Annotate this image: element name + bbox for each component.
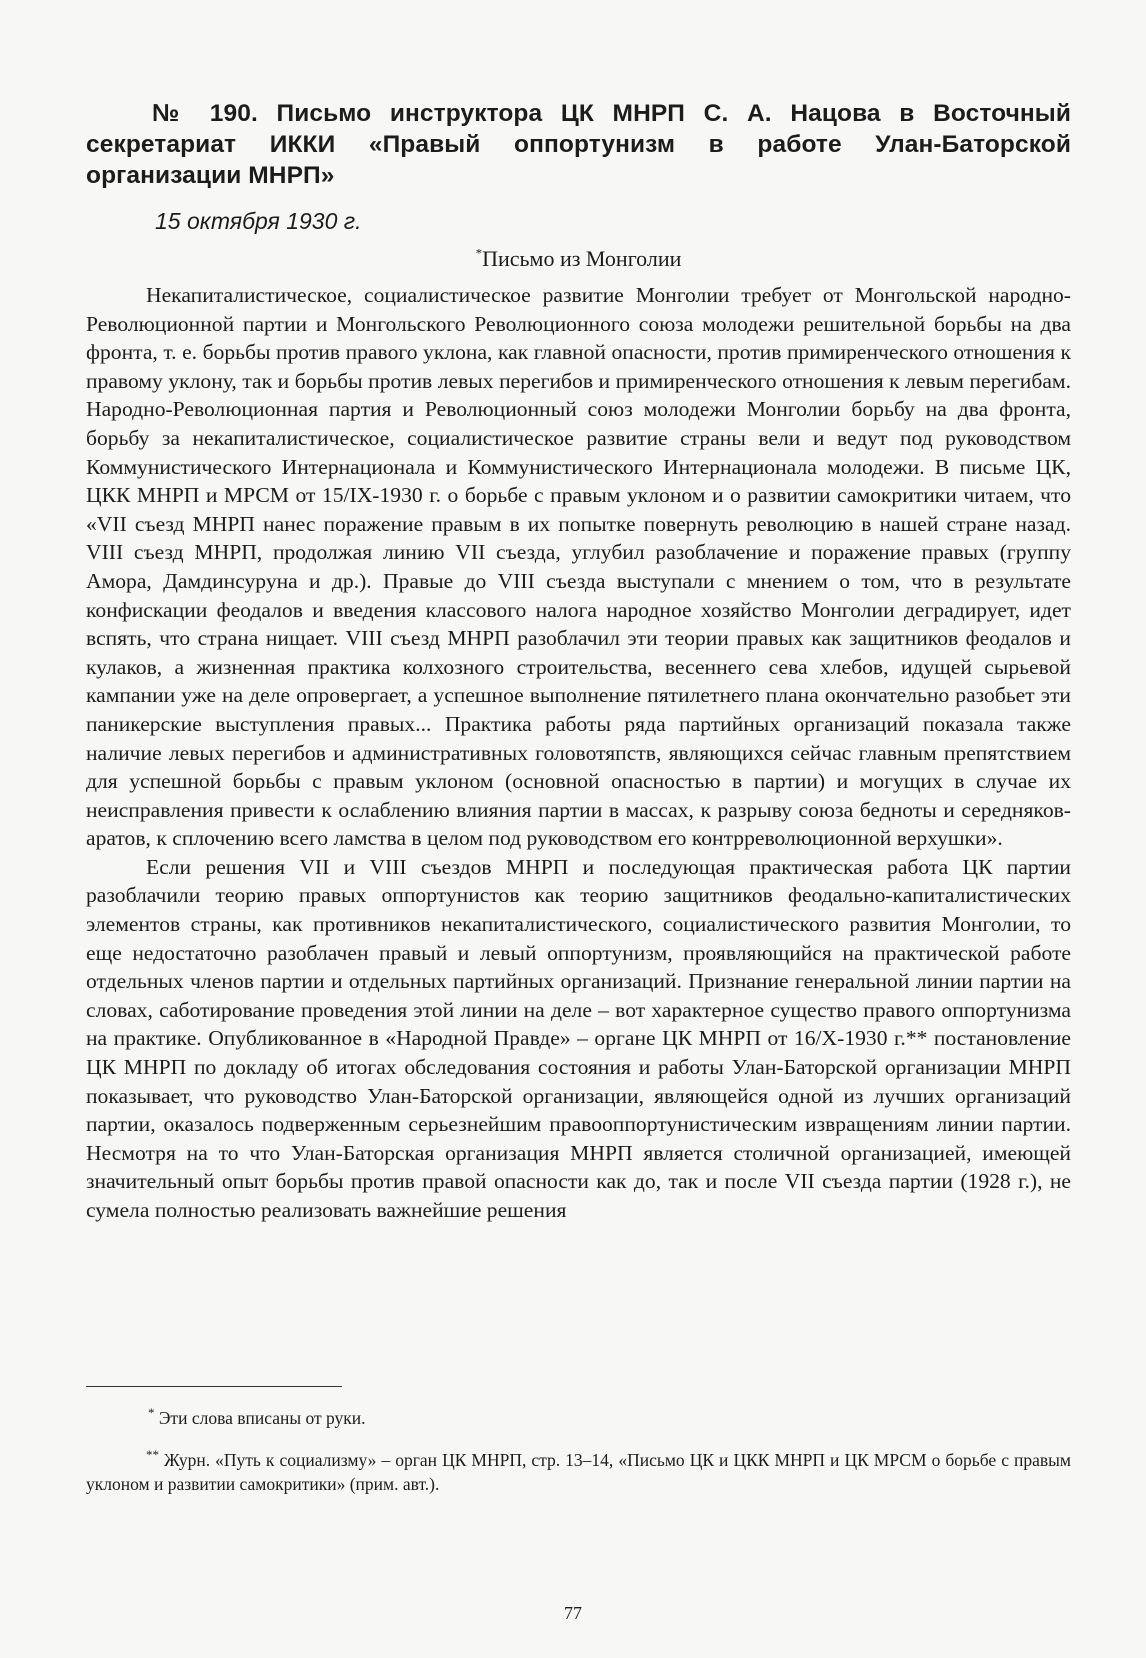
paragraph-1: Некапиталистическое, социалистическое развитие Монголии требует от Монгольской народно-Революционной партии и Монгольского Революционного союза молодежи решительной борьбы на два фронта, т. е. борьбы против правого уклона, как главной опасности, против примиренческого отношения к правому уклону, так и борьбы против левых перегибов и примиренческого отношения к левым перегибам. Народно-Революционная партия и Революционный союз молодежи Монголии борьбу на два фронта, борьбу за некапиталистическое, социалистическое развитие страны вели и ведут под руководством Коммунистического Интернационала и Коммунистического Интернационала молодежи. В письме ЦК, ЦКК МНРП и МРСМ от 15/IX-1930 г. о борьбе с правым уклоном и о развитии самокритики читаем, что «VII съезд МНРП нанес поражение правым в их попытке повернуть революцию в нашей стране назад. VIII съезд МНРП, продолжая линию VII съезда, углубил разоблачение и поражение правых (группу Амора, Дамдинсуруна и др.). Правые до VIII съезда выступали с мнением о том, что в результате конфискации феодалов и введения классового налога народное хозяйство Монголии деградирует, идет вспять, что страна нищает. VIII съезд МНРП разоблачил эти теории правых как защитников феодалов и кулаков, а жизненная практика колхозного строительства, весеннего сева хлебов, идущей сырьевой кампании уже на деле опровергает, а успешное выполнение пятилетнего плана окончательно разобьет эти паникерские выступления правых... Практика работы ряда партийных организаций показала также наличие левых перегибов и административных головотяпств, являющихся сейчас главным препятствием для успешной борьбы с правым уклоном (основной опасностью в партии) и могущих в случае их неисправления привести к ослаблению влияния партии в массах, к разрыву союза бедноты и середняков-аратов, к сплочению всего ламства в целом под руководством его контрреволюционной верхушки». [86,283,1071,851]
document-subtitle [86,245,1071,273]
footnote-divider [86,1386,342,1387]
footnote-2-text: Журн. «Путь к социализму» – орган ЦК МНРП, стр. 13–14, «Письмо ЦК и ЦКК МНРП и ЦК МРСМ о борьбе с правым уклоном и развитии самокритики» (прим. авт.). [86,1450,1071,1494]
footnote-1-text: Эти слова вписаны от руки. [154,1408,366,1428]
footnote-1 [86,1406,1071,1430]
heading-block [86,98,1071,191]
subtitle-text: Письмо из Монголии [482,246,682,271]
paragraph-2: Если решения VII и VIII съездов МНРП и последующая практическая работа ЦК партии разоблачили теорию правых оппортунистов как теорию защитников феодально-капиталистических элементов страны, как противников некапиталистического, социалистического развития Монголии, то еще недостаточно разоблачен правый и левый оппортунизм, проявляющийся на практической работе отдельных членов партии и отдельных партийных организаций. Признание генеральной линии партии на словах, саботирование проведения этой линии на деле – вот характерное существо правого оппортунизма на практике. Опубликованное в «Народной Правде» – органе ЦК МНРП от 16/X-1930 г.** постановление ЦК МНРП по докладу об итогах обследования состояния и работы Улан-Баторской организации МНРП показывает, что руководство Улан-Баторской организации, являющейся одной из лучших организаций партии, оказалось подверженным серьезнейшим правооппортунистическим извращениям линии партии. Несмотря на то что Улан-Баторская организация МНРП является столичной организацией, имеющей значительный опыт борьбы против правой опасности как до, так и после VII съезда партии (1928 г.), не сумела полностью реализовать важнейшие решения [86,854,1071,1222]
document-date: 15 октября 1930 г. [155,208,362,234]
document-heading: № 190. Письмо инструктора ЦК МНРП С. А. Нацова в Восточный секретариат ИККИ «Правый оппортунизм в работе Улан-Баторской организации МНРП» [86,100,1071,189]
footnote-2-marker: ** [146,1447,159,1463]
subtitle-footnote-marker: * [475,245,483,261]
footnotes [86,1406,1071,1496]
document-page [86,98,1071,1225]
footnote-2 [86,1448,1071,1496]
footnote-1-marker: * [148,1405,155,1421]
page-number: 77 [564,1603,582,1623]
